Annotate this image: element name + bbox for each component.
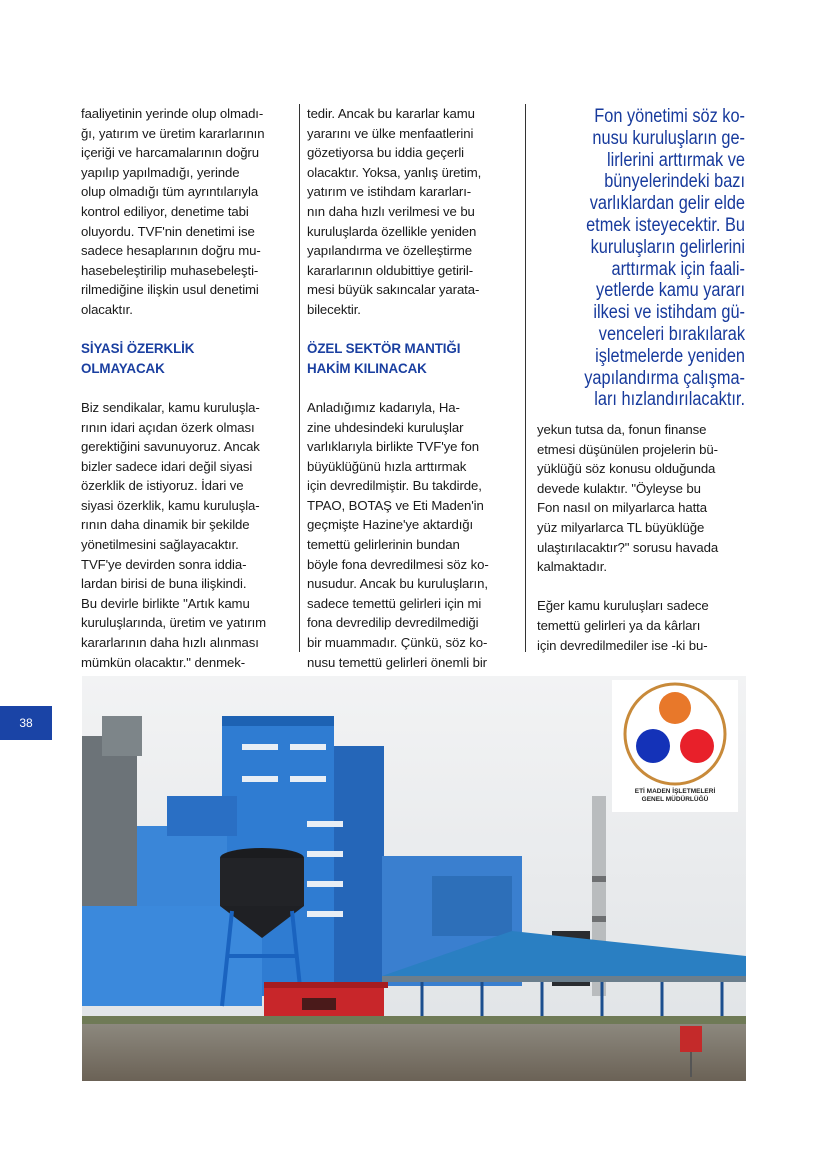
col3-para2 <box>537 596 747 655</box>
company-logo <box>612 680 738 812</box>
text-line: devede kulaktır. "Öyleyse bu <box>537 480 701 496</box>
text-line: Biz sendikalar, kamu kuruluşla- <box>81 399 260 415</box>
column-rule-2 <box>525 104 526 652</box>
text-line: olacaktır. <box>81 301 133 317</box>
column-2 <box>307 104 517 672</box>
logo-red-dot <box>680 729 714 763</box>
text-line: temettü gelirlerinin bundan <box>307 537 460 553</box>
text-line: yüklüğü söz konusu olduğunda <box>537 461 716 477</box>
text-line: için devredilmediler ise -ki bu- <box>537 637 708 653</box>
column-3 <box>537 420 747 655</box>
col1-para1 <box>81 104 291 320</box>
text-line: tedir. Ancak bu kararlar kamu <box>307 106 475 121</box>
text-line: lirlerini arttırmak ve <box>606 149 745 171</box>
text-line: lardan birisi de buna ilişkindi. <box>81 576 247 592</box>
text-line: hasebeleştirilip muhasebeleşti- <box>81 262 259 278</box>
logo-line-2: GENEL MÜDÜRLÜĞÜ <box>641 796 709 803</box>
text-line: sadece hesaplarının doğru mu- <box>81 243 261 259</box>
text-line: nusu kuruluşların ge- <box>592 127 745 149</box>
text-line: kuruluşlarda özellikle yeniden <box>307 223 477 239</box>
text-line: gözetiyorsa bu iddia geçerli <box>307 145 465 161</box>
text-line: kuruluşlarında, üretim ve yatırım <box>81 615 267 631</box>
text-line: varlıklarıyla birlikte TVF'ye fon <box>307 439 479 455</box>
text-line: arttırmak için faali- <box>611 258 745 280</box>
text-line: Fon nasıl on milyarlarca hatta <box>537 500 707 516</box>
text-line: TPAO, BOTAŞ ve Eti Maden'in <box>307 497 484 513</box>
text-line: SİYASİ ÖZERKLİK <box>81 341 195 357</box>
text-line: kuruluşların gelirlerini <box>590 236 745 258</box>
text-line: Bu devirle birlikte "Artık kamu <box>81 595 250 611</box>
text-line: nusudur. Ancak bu kuruluşların, <box>307 576 488 592</box>
col1-heading <box>81 339 291 378</box>
text-line: kontrol ediliyor, denetime tabi <box>81 203 249 219</box>
text-line: bizler sadece idari değil siyasi <box>81 458 253 474</box>
text-line: ları hızlandırılacaktır. <box>594 389 745 411</box>
column-1 <box>81 104 291 672</box>
text-line: yapılıp yapılmadığı, yerinde <box>81 164 240 180</box>
text-line: siyasi özerklik, kamu kuruluşla- <box>81 497 260 513</box>
text-line: geçmişte Hazine'ye aktardığı <box>307 517 474 533</box>
text-line: bilecektir. <box>307 301 361 317</box>
text-line: mesi büyük sakıncalar yarata- <box>307 282 480 298</box>
text-line: kararlarının daha hızlı alınması <box>81 635 259 651</box>
text-line: büyüklüğünü hızla arttırmak <box>307 458 467 474</box>
text-line: nın daha hızlı verilmesi ve bu <box>307 203 475 219</box>
text-line: yüz milyarlarca TL büyüklüğe <box>537 519 705 535</box>
text-line: yapılandırma çalışma- <box>584 367 745 389</box>
text-line: zine uhdesindeki kuruluşlar <box>307 419 464 435</box>
text-line: yönetilmesini sağlayacaktır. <box>81 537 239 553</box>
text-line: işletmelerde yeniden <box>595 345 745 367</box>
text-line: oluyordu. TVF'nin denetimi ise <box>81 223 255 239</box>
text-line: TVF'ye devirden sonra iddia- <box>81 556 247 572</box>
text-line: içeriği ve harcamalarının doğru <box>81 145 259 161</box>
text-line: temettü gelirleri ya da kârları <box>537 617 701 633</box>
text-line: yatırım ve istihdam kararları- <box>307 184 472 200</box>
col2-para1 <box>307 104 517 320</box>
text-line: özerklik de istiyoruz. İdari ve <box>81 478 244 494</box>
text-line: sadece temettü gelirleri için mi <box>307 595 482 611</box>
text-line: olup olmadığı tüm ayrıntılarıyla <box>81 184 259 200</box>
page-number: 38 <box>0 706 52 740</box>
text-line: gerektiğini savunuyoruz. Ancak <box>81 439 260 455</box>
text-line: böyle fona devredilmesi söz ko- <box>307 556 489 572</box>
text-line: ÖZEL SEKTÖR MANTIĞI <box>307 341 461 357</box>
text-line: etmek isteyecektir. Bu <box>586 214 745 236</box>
text-line: bünyelerindeki bazı <box>604 171 745 193</box>
text-line: yararını ve ülke menfaatlerini <box>307 125 474 141</box>
text-line: kalmaktadır. <box>537 559 607 575</box>
text-line: nusu temettü gelirleri önemli bir <box>307 654 487 670</box>
text-line: rının idari açıdan özerk olması <box>81 419 255 435</box>
text-line: ğı, yatırım ve üretim kararlarının <box>81 125 265 141</box>
text-line: fona devredilip devredilmediği <box>307 615 479 631</box>
column-rule-1 <box>299 104 300 652</box>
text-line: bir muammadır. Çünkü, söz ko- <box>307 635 488 651</box>
text-line: faaliyetinin yerinde olup olmadı- <box>81 106 264 121</box>
logo-orange-dot <box>659 692 691 724</box>
text-line: ilkesi ve istihdam gü- <box>593 302 745 324</box>
pull-quote <box>539 106 745 411</box>
logo-line-1: ETİ MADEN İŞLETMELERİ <box>634 788 716 795</box>
text-line: yapılandırma ve özelleştirme <box>307 243 473 259</box>
text-line: OLMAYACAK <box>81 360 165 376</box>
text-line: mümkün olacaktır." denmek- <box>81 654 246 670</box>
text-line: Eğer kamu kuruluşları sadece <box>537 598 709 614</box>
col1-para2 <box>81 398 291 672</box>
text-line: HAKİM KILINACAK <box>307 360 427 376</box>
text-line: kararlarının oldubittiye getiril- <box>307 262 474 278</box>
text-line: olacaktır. Yoksa, yanlış üretim, <box>307 164 482 180</box>
col3-para1 <box>537 420 747 577</box>
col2-para2 <box>307 398 517 672</box>
text-line: yekun tutsa da, fonun finanse <box>537 422 707 437</box>
text-line: ulaştırılacaktır?" sorusu havada <box>537 539 719 555</box>
text-line: Fon yönetimi söz ko- <box>594 106 745 127</box>
text-line: için devredilmiştir. Bu takdirde, <box>307 478 482 494</box>
logo-blue-dot <box>636 729 670 763</box>
text-line: Anladığımız kadarıyla, Ha- <box>307 399 460 415</box>
text-line: varlıklardan gelir elde <box>589 193 745 215</box>
text-line: rilmediğine ilişkin usul denetimi <box>81 282 259 298</box>
text-line: venceleri bırakılarak <box>598 323 745 345</box>
text-line: rının daha dinamik bir şekilde <box>81 517 250 533</box>
factory-photo <box>82 676 746 1081</box>
col2-heading <box>307 339 517 378</box>
text-line: etmesi düşünülen projelerin bü- <box>537 441 718 457</box>
text-line: yetlerde kamu yararı <box>596 280 745 302</box>
